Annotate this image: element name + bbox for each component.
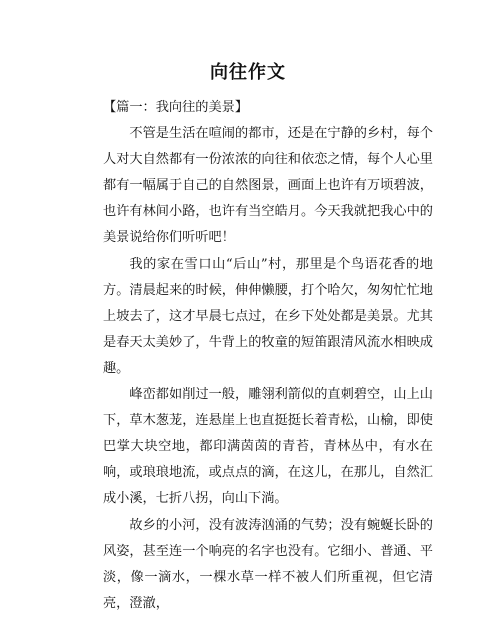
section-heading: 【篇一：我向往的美景】 <box>103 100 249 115</box>
paragraph: 我的家在雪口山“后山”村，那里是个鸟语花香的地方。清晨起来的时候，伸伸懒腰，打个哈欠，匆匆忙忙地上坡去了，这才早晨七点过，在乡下处处都是美景。尤其是春天太美妙了，牛背上的牧童的短笛跟清风流水相映成趣。 <box>103 256 433 376</box>
paragraph: 不管是生活在喧闹的都市，还是在宁静的乡村，每个人对大自然都有一份浓浓的向往和依恋之情，每个人心里都有一幅属于自己的自然图景，画面上也许有万顷碧波，也许有林间小路，也许有当空皓月。今天我就把我心中的美景说给你们听听吧！ <box>103 126 433 246</box>
paragraph: 峰峦都如削过一般，雕翎利箭似的直刺碧空，山上山下，草木葱茏，连悬崖上也直挺挺长着青松，山榆，即使巴掌大块空地，都印满茵茵的青苔，青林丛中，有水在响，或琅琅地流，或点点的滴，在这儿，在那儿，自然汇成小溪，七折八拐，向山下淌。 <box>103 387 433 507</box>
paragraph: 故乡的小河，没有波涛汹涌的气势；没有蜿蜒长卧的风姿，甚至连一个响亮的名字也没有。它细小、普通、平淡，像一滴水，一棵水草一样不被人们所重视，但它清亮，澄澈， <box>103 517 433 611</box>
document-title: 向往作文 <box>210 62 286 83</box>
document-body <box>103 95 433 617</box>
